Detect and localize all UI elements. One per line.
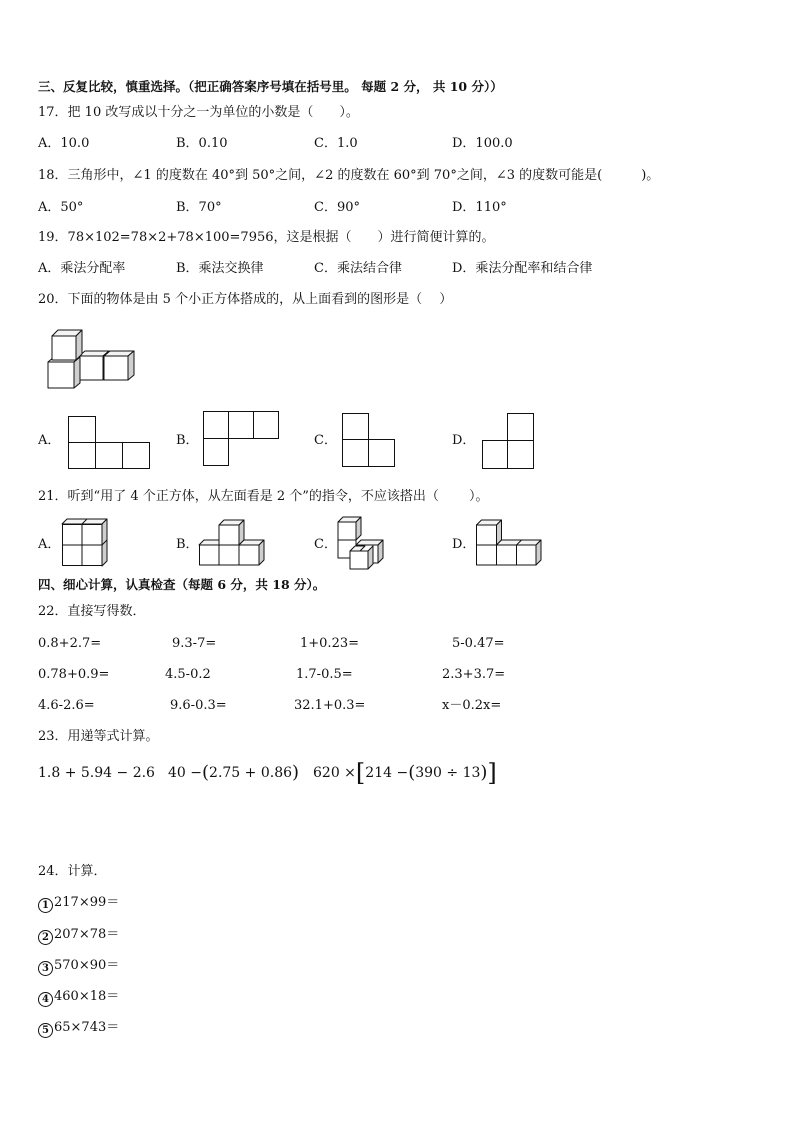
q23-expression-2: [168, 762, 300, 783]
cube-left-bottom: [48, 357, 80, 388]
q24-item-3-number: 3: [38, 961, 53, 976]
q24-item-5: [38, 1020, 119, 1038]
q22-r2-c2: 4.5-0.2: [165, 667, 211, 682]
q17-option-a: A．10.0: [38, 136, 90, 151]
q23-expr2-inner: 2.75 + 0.86: [209, 765, 293, 781]
q20-option-d-figure: [482, 413, 536, 471]
q23-expression-1: 1.8 + 5.94 − 2.6: [38, 765, 155, 781]
q17-option-c: C．1.0: [314, 136, 358, 151]
question-20-stem: 20．下面的物体是由 5 个小正方体搭成的，从上面看到的图形是（ ）: [38, 292, 453, 307]
q19-option-a: A．乘法分配率: [38, 261, 126, 276]
q24-item-5-expr: 65×743＝: [54, 1020, 120, 1035]
q19-option-b: B．乘法交换律: [176, 261, 264, 276]
q19-option-c: C．乘法结合律: [314, 261, 402, 276]
q24-item-4-number: 4: [38, 992, 53, 1007]
q23-expr3-inner-b: 390 ÷ 13: [415, 765, 481, 781]
q21-option-d-figure: [476, 519, 546, 569]
q22-r2-c1: 0.78+0.9=: [38, 667, 110, 682]
q21-option-c-figure: [336, 515, 390, 571]
q17-option-d: D．100.0: [452, 136, 513, 151]
q23-expr3-open-bracket: [: [355, 759, 366, 787]
q20-option-c-label: C．: [314, 433, 337, 448]
q24-item-5-number: 5: [38, 1023, 53, 1038]
q21-option-c-label: C．: [314, 537, 337, 552]
q22-r1-c1: 0.8+2.7=: [38, 636, 102, 651]
q22-r1-c3: 1+0.23=: [300, 636, 360, 651]
question-23-stem: 23．用递等式计算。: [38, 729, 159, 744]
q23-expr3-close-paren: ): [480, 762, 488, 783]
q24-item-1: [38, 895, 119, 913]
q19-option-d: D．乘法分配率和结合律: [452, 261, 593, 276]
question-21-stem: 21．听到“用了 4 个正方体，从左面看是 2 个”的指令，不应该搭出（ ）。: [38, 489, 489, 504]
q20-option-d-label: D．: [452, 433, 476, 448]
section-3-title: 三、反复比较，慎重选择。（把正确答案序号填在括号里。 每题 2 分， 共 10 分））: [38, 79, 503, 94]
q24-item-2-number: 2: [38, 930, 53, 945]
q23-expr3-close-bracket: ]: [487, 759, 497, 787]
q18-option-d: D．110°: [452, 200, 507, 215]
q20-cube-object-figure: [44, 326, 136, 392]
q22-r1-c4: 5-0.47=: [452, 636, 505, 651]
question-22-stem: 22．直接写得数．: [38, 604, 146, 619]
q24-item-2-expr: 207×78＝: [54, 927, 120, 942]
q21-option-a-label: A．: [38, 537, 61, 552]
q18-option-c: C．90°: [314, 200, 360, 215]
q24-item-2: [38, 927, 119, 945]
question-18-stem: 18．三角形中，∠1 的度数在 40°到 50°之间，∠2 的度数在 60°到 70°之间，∠3 的度数可能是( )。: [38, 168, 660, 183]
q23-expression-3: [313, 759, 497, 787]
q22-r2-c4: 2.3+3.7=: [442, 667, 506, 682]
q20-option-c-figure: [342, 413, 396, 469]
q20-option-a-figure: [68, 416, 152, 470]
q20-option-b-label: B．: [176, 433, 199, 448]
q22-r3-c3: 32.1+0.3=: [294, 698, 366, 713]
q23-expr2-prefix: 40 −: [168, 765, 202, 781]
q24-item-4: [38, 989, 119, 1007]
q24-item-1-number: 1: [38, 898, 53, 913]
q22-r3-c2: 9.6-0.3=: [170, 698, 227, 713]
q23-expr3-prefix: 620 ×: [313, 765, 356, 781]
q20-option-b-figure: [203, 411, 281, 467]
cube-back-2: [104, 351, 134, 380]
q21-option-b-figure: [199, 519, 269, 569]
q24-item-1-expr: 217×99＝: [54, 895, 120, 910]
q24-item-4-expr: 460×18＝: [54, 989, 120, 1004]
q21-option-b-label: B．: [176, 537, 199, 552]
q20-option-a-label: A．: [38, 433, 61, 448]
cube-left-top: [52, 330, 82, 360]
q24-item-3: [38, 958, 119, 976]
section-4-title: 四、细心计算，认真检查（每题 6 分，共 18 分）。: [38, 577, 326, 592]
q23-expr2-close-paren: ): [292, 762, 300, 783]
question-17-stem: 17．把 10 改写成以十分之一为单位的小数是（ ）。: [38, 105, 359, 120]
q22-r3-c4: x－0.2x=: [442, 698, 502, 713]
q24-item-3-expr: 570×90＝: [54, 958, 120, 973]
q22-r2-c3: 1.7-0.5=: [296, 667, 353, 682]
q18-option-a: A．50°: [38, 200, 84, 215]
question-24-stem: 24．计算．: [38, 864, 107, 879]
question-19-stem: 19．78×102=78×2+78×100=7956，这是根据（ ）进行简便计算的。: [38, 230, 495, 245]
q17-option-b: B．0.10: [176, 136, 228, 151]
q22-r3-c1: 4.6-2.6=: [38, 698, 95, 713]
q23-expr2-open-paren: (: [202, 762, 210, 783]
q18-option-b: B．70°: [176, 200, 222, 215]
q22-r1-c2: 9.3-7=: [172, 636, 217, 651]
q21-option-d-label: D．: [452, 537, 476, 552]
q23-expr3-inner-a: 214 −: [365, 765, 409, 781]
q21-option-a-figure: [62, 519, 110, 569]
q23-expr3-open-paren: (: [408, 762, 416, 783]
